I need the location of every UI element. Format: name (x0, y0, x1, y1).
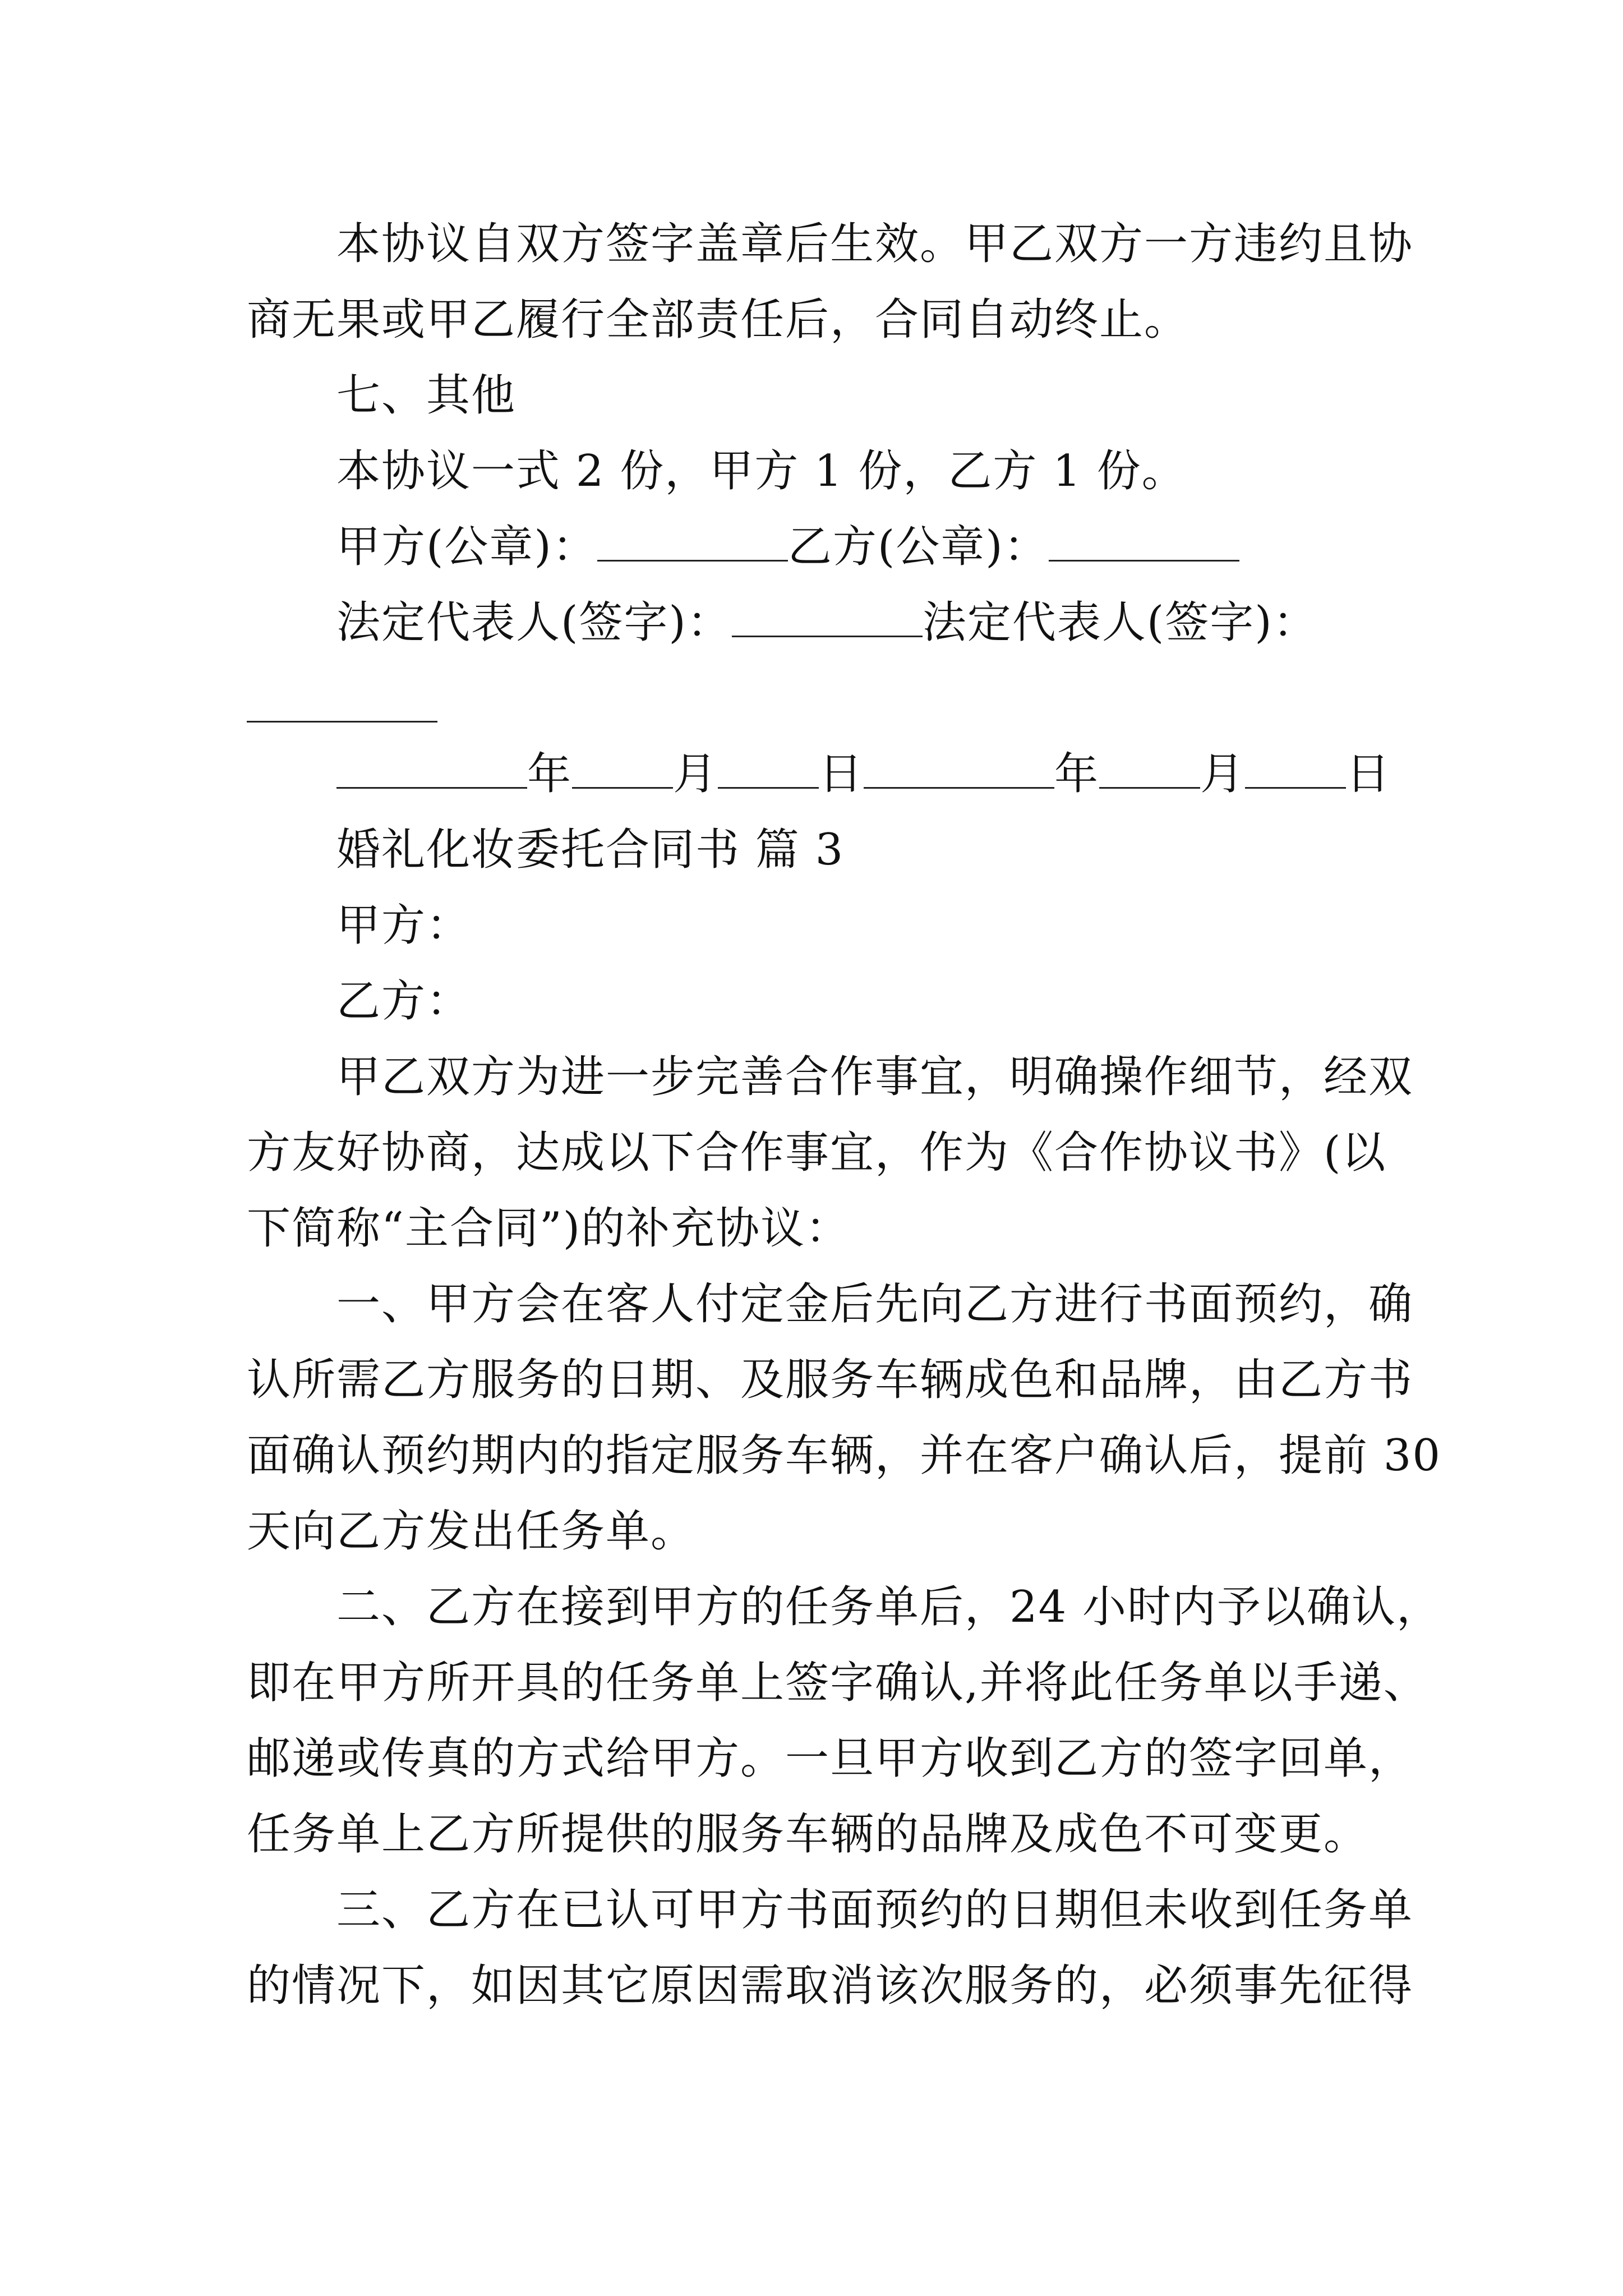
clause-1-line-4: 天向乙方发出任务单。 (247, 1506, 696, 1557)
date-b-year-blank (864, 748, 1054, 789)
date-line (336, 746, 1492, 802)
date-b-day-label: 日 (1346, 749, 1391, 799)
section-title-part-3: 婚礼化妆委托合同书 篇 3 (336, 825, 845, 875)
intro-line-2: 方友好协商，达成以下合作事宜，作为《合作协议书》(以 (247, 1128, 1387, 1178)
clause-2-line-4: 任务单上乙方所提供的服务车辆的品牌及成色不可变更。 (247, 1809, 1369, 1860)
clause-2-line-1: 二、乙方在接到甲方的任务单后，24 小时内予以确认， (336, 1582, 1442, 1632)
intro-line-1: 甲乙双方为进一步完善合作事宜，明确操作细节，经双 (336, 1052, 1414, 1102)
intro-line-3: 下简称“主合同”)的补充协议： (247, 1203, 851, 1254)
party-b-rep-label: 法定代表人(签字)： (922, 597, 1318, 648)
paragraph-effect-line-2: 商无果或甲乙履行全部责任后，合同自动终止。 (247, 295, 1189, 345)
clause-1-line-3: 面确认预约期内的指定服务车辆，并在客户确认后，提前 30 (247, 1430, 1442, 1481)
clause-1-line-1: 一、甲方会在客人付定金后先向乙方进行书面预约，确 (336, 1279, 1414, 1329)
party-a-rep-blank (732, 596, 923, 637)
section-heading-other: 七、其他 (336, 370, 517, 421)
clause-3-line-1: 三、乙方在已认可甲方书面预约的日期但未收到任务单 (336, 1885, 1414, 1935)
party-a-rep-label: 法定代表人(签字)： (336, 597, 732, 648)
date-a-day-blank (718, 748, 819, 789)
clause-2-line-2: 即在甲方所开具的任务单上签字确认,并将此任务单以手递、 (247, 1658, 1428, 1708)
date-a-month-label: 月 (673, 749, 718, 799)
clause-3-line-2: 的情况下，如因其它原因需取消该次服务的，必须事先征得 (247, 1961, 1414, 2011)
date-a-year-blank (336, 748, 527, 789)
date-b-month-label: 月 (1200, 749, 1246, 799)
clause-1-line-2: 认所需乙方服务的日期、及服务车辆成色和品牌，由乙方书 (247, 1355, 1414, 1405)
party-b-seal-blank (1049, 521, 1239, 562)
paragraph-copies: 本协议一式 2 份，甲方 1 份，乙方 1 份。 (336, 446, 1187, 496)
clause-2-line-3: 邮递或传真的方式给甲方。一旦甲方收到乙方的签字回单， (247, 1733, 1414, 1784)
party-a-label: 甲方： (336, 900, 472, 951)
representative-signature-line (336, 595, 1492, 651)
date-a-month-blank (572, 748, 673, 789)
date-b-day-blank (1245, 748, 1346, 789)
signature-seal-line (336, 519, 1492, 575)
party-a-seal-label: 甲方(公章)： (336, 522, 597, 572)
date-a-day-label: 日 (819, 749, 864, 799)
date-b-year-label: 年 (1054, 749, 1100, 799)
party-a-seal-blank (597, 521, 788, 562)
party-b-seal-label: 乙方(公章)： (787, 522, 1049, 572)
paragraph-effect-line-1: 本协议自双方签字盖章后生效。甲乙双方一方违约且协 (336, 219, 1414, 269)
date-b-month-blank (1099, 748, 1200, 789)
date-a-year-label: 年 (527, 749, 573, 799)
party-b-rep-blank (247, 721, 437, 723)
party-b-label: 乙方： (336, 976, 472, 1027)
